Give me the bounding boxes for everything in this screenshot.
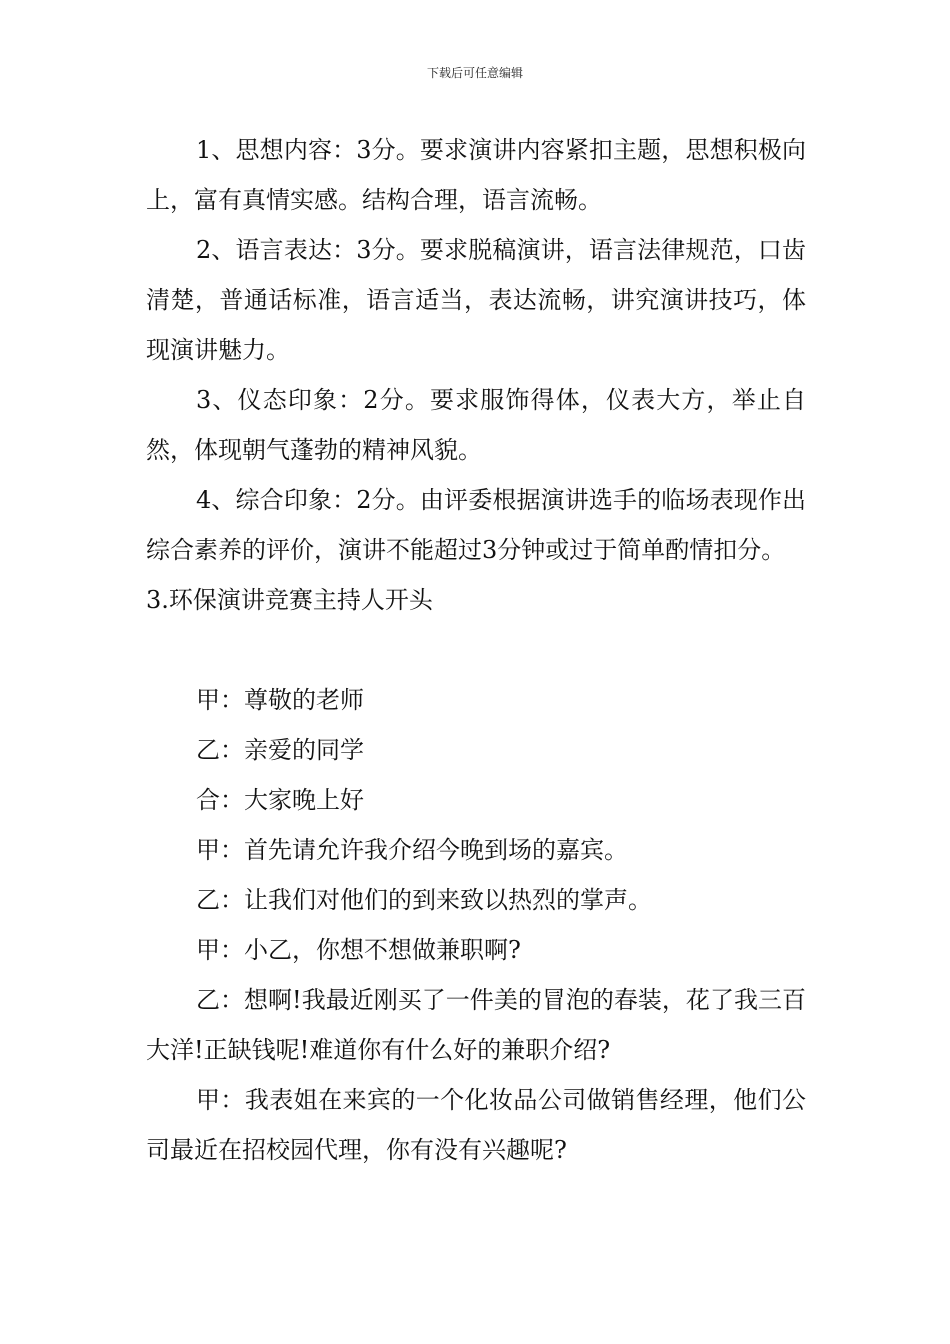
- dialogue-line-6: 甲：小乙，你想不想做兼职啊?: [196, 936, 521, 964]
- dialogue-line-3: 合：大家晚上好: [196, 786, 364, 814]
- criterion-paragraph-1: 1、思想内容：3分。要求演讲内容紧扣主题，思想积极向上，富有真情实感。结构合理，语言流畅。: [146, 136, 806, 214]
- section-title: 3.环保演讲竞赛主持人开头: [146, 586, 433, 614]
- criterion-paragraph-2: 2、语言表达：3分。要求脱稿演讲，语言法律规范，口齿清楚，普通话标准，语言适当，表达流畅，讲究演讲技巧，体现演讲魅力。: [146, 236, 806, 364]
- dialogue-line-2: 乙：亲爱的同学: [196, 736, 364, 764]
- dialogue-line-8: 甲：我表姐在来宾的一个化妆品公司做销售经理，他们公司最近在招校园代理，你有没有兴趣呢?: [146, 1086, 806, 1164]
- document-body: [146, 125, 806, 1175]
- criterion-paragraph-3: 3、仪态印象：2分。要求服饰得体，仪表大方，举止自然，体现朝气蓬勃的精神风貌。: [146, 386, 806, 464]
- dialogue-line-1: 甲：尊敬的老师: [196, 686, 364, 714]
- criterion-paragraph-4: 4、综合印象：2分。由评委根据演讲选手的临场表现作出综合素养的评价，演讲不能超过3分钟或过于简单酌情扣分。: [146, 486, 806, 564]
- dialogue-line-7: 乙：想啊!我最近刚买了一件美的冒泡的春装，花了我三百大洋!正缺钱呢!难道你有什么好的兼职介绍?: [146, 986, 806, 1064]
- page-header: 下载后可任意编辑: [426, 66, 523, 80]
- dialogue-line-5: 乙：让我们对他们的到来致以热烈的掌声。: [196, 886, 652, 914]
- blank-line: [146, 625, 806, 675]
- dialogue-line-4: 甲：首先请允许我介绍今晚到场的嘉宾。: [196, 836, 628, 864]
